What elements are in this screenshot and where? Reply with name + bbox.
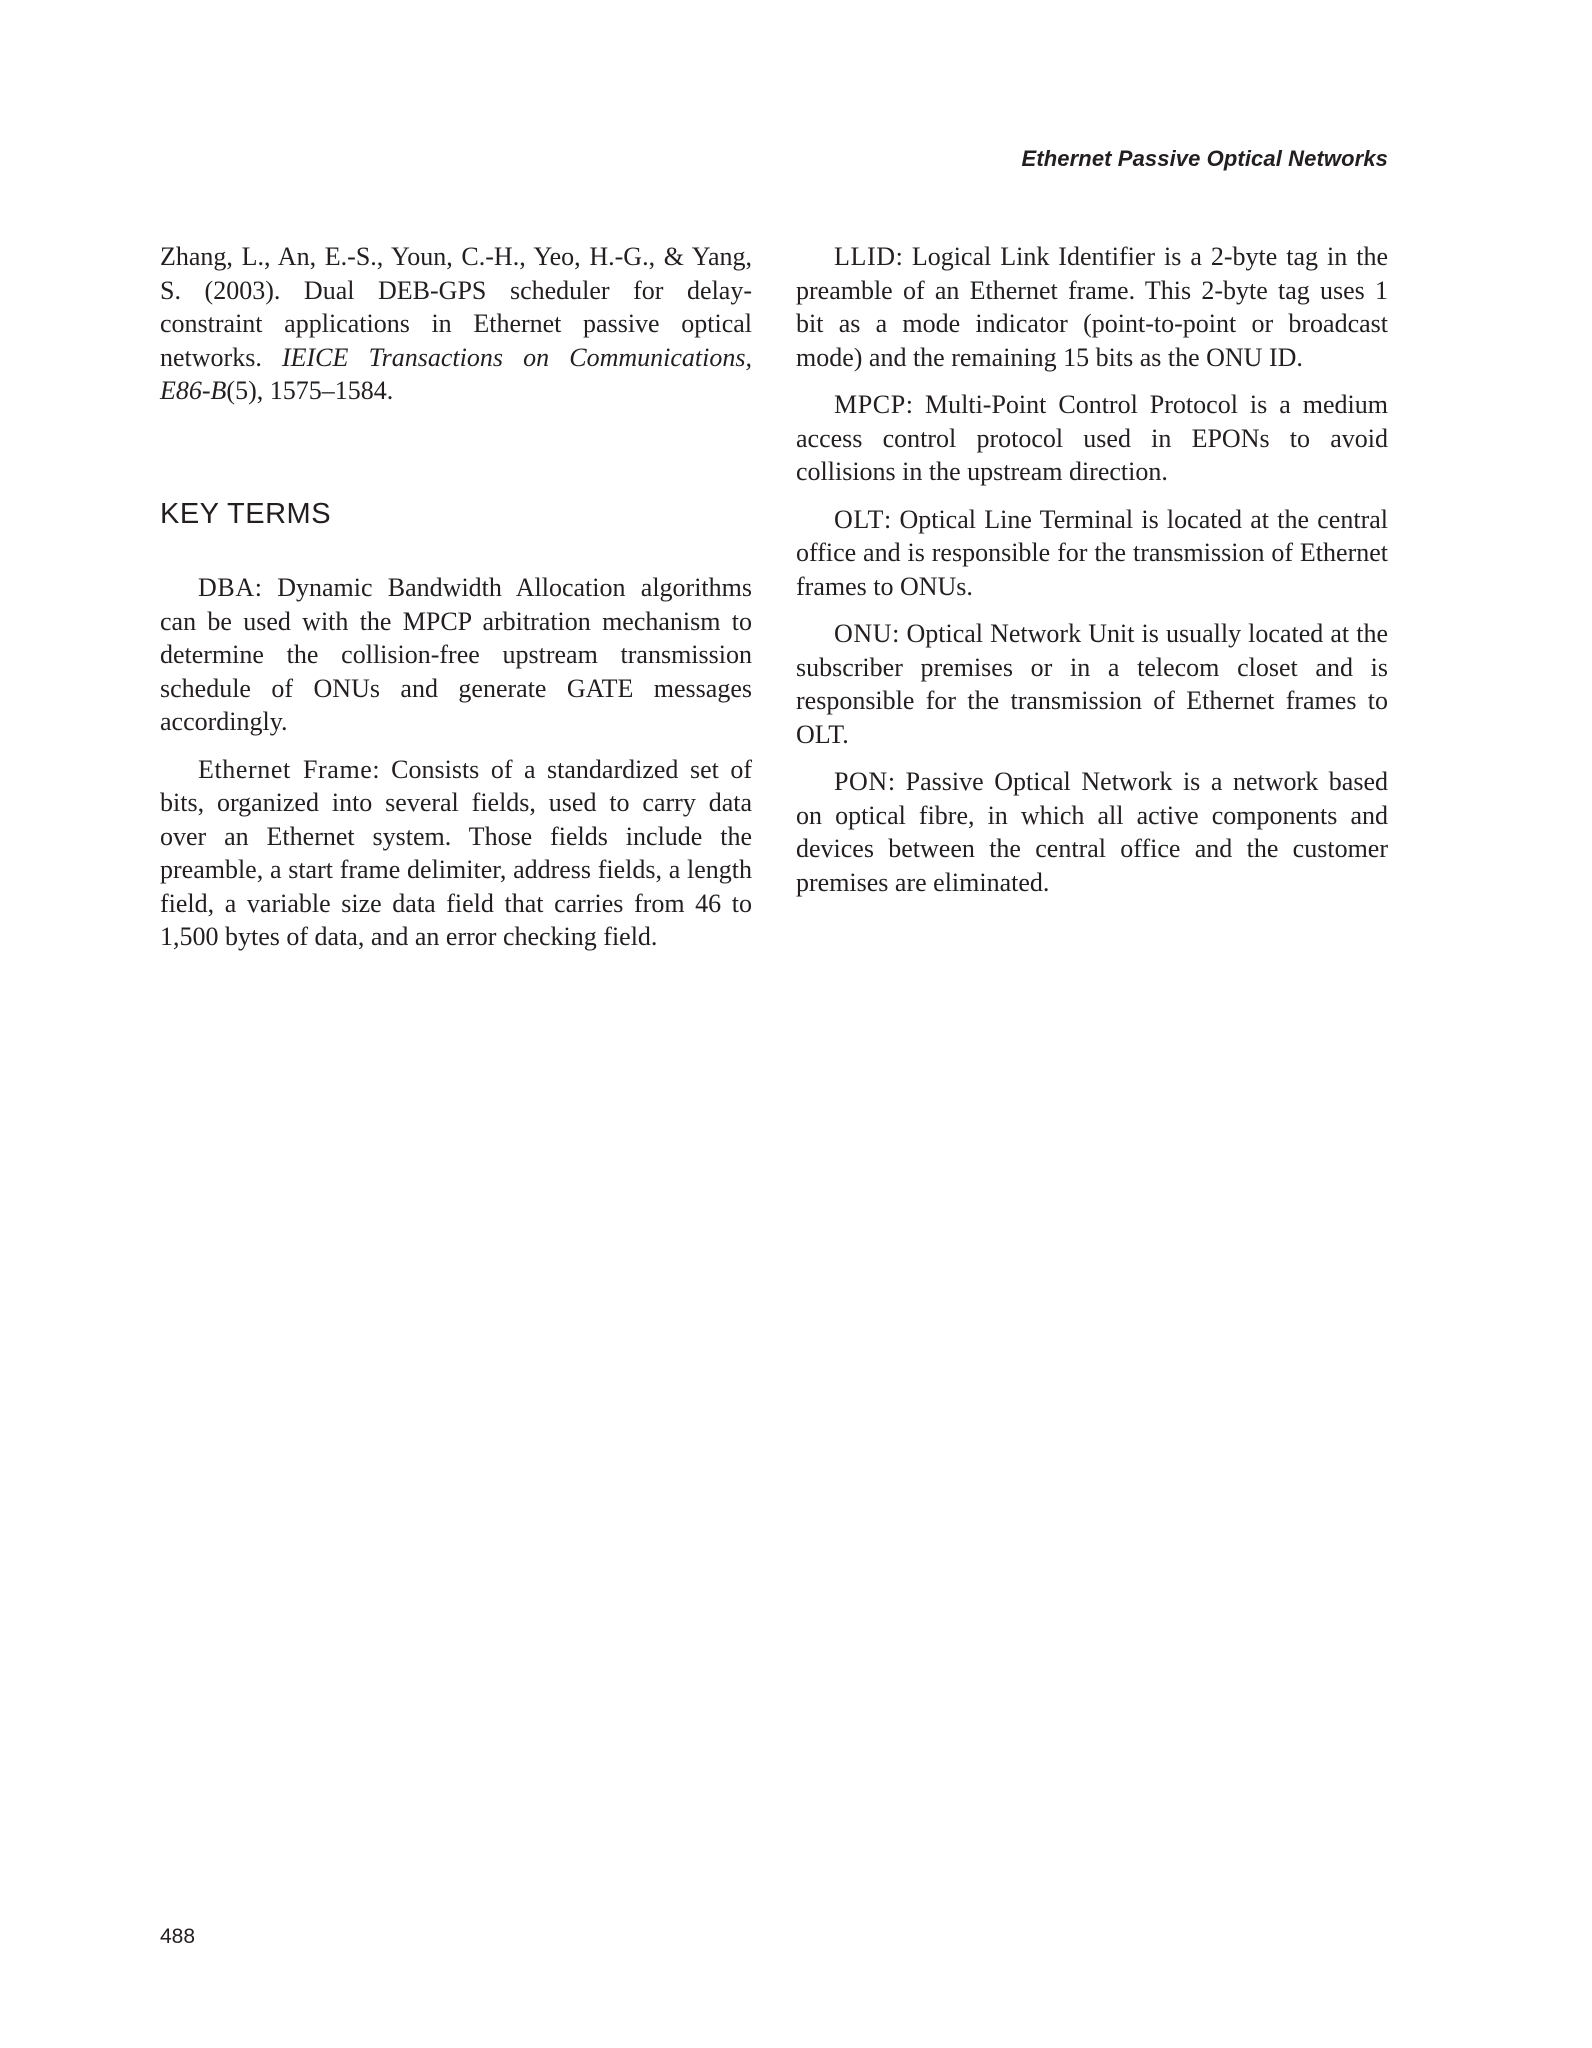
right-column xyxy=(796,240,1388,913)
term-definition: Optical Line Terminal is located at the central office and is responsible for the transmission of Ethernet frames to ONUs. xyxy=(796,504,1388,601)
key-term-mpcp xyxy=(796,388,1388,489)
term-definition: Multi-Point Control Protocol is a medium access control protocol used in EPONs to avoid collisions in the upstream direction. xyxy=(796,390,1389,486)
term-separator: : xyxy=(372,754,392,784)
term-definition: Logical Link Identifier is a 2-byte tag in the preamble of an Ethernet frame. This 2-byte tag uses 1 bit as a mode indicator (point-to-point or broadcast mode) and the remaining 15 bits as the ONU ID. xyxy=(796,242,1388,372)
reference-authors-title: Zhang, L., An, E.-S., Youn, C.-H., Yeo, H.-G., & Yang, S. (2003). Dual DEB-GPS scheduler for delay-constraint applications in Ethernet passive optical networks. xyxy=(160,242,752,372)
term-label: LLID xyxy=(834,242,896,271)
term-label: Ethernet Frame xyxy=(198,754,373,784)
key-term-llid xyxy=(796,240,1388,374)
term-label: MPCP xyxy=(834,390,906,419)
term-separator: : xyxy=(883,504,900,534)
key-term-dba xyxy=(160,571,752,739)
term-definition: Dynamic Bandwidth Allocation algorithms can be used with the MPCP arbitration mechanism to determine the collision-free upstream transmission schedule of ONUs and generate GATE messages accordingly. xyxy=(160,573,752,736)
page-number: 488 xyxy=(160,1925,196,1948)
term-label: OLT xyxy=(834,504,884,534)
term-separator: : xyxy=(905,390,926,419)
running-header: Ethernet Passive Optical Networks xyxy=(1021,146,1388,171)
term-label: DBA xyxy=(198,573,255,602)
key-terms-heading: KEY TERMS xyxy=(160,497,332,530)
term-separator: : xyxy=(895,242,912,271)
left-column xyxy=(160,240,752,968)
key-term-ethernet-frame xyxy=(160,753,752,954)
key-term-onu xyxy=(796,617,1388,751)
term-definition: Passive Optical Network is a network based on optical fibre, in which all active components and devices between the central office and the customer premises are eliminated. xyxy=(796,767,1388,897)
term-label: PON xyxy=(834,767,888,796)
term-label: ONU xyxy=(834,619,893,648)
key-term-pon xyxy=(796,765,1388,899)
term-definition: Optical Network Unit is usually located at the subscriber premises or in a telecom closet and is responsible for the transmission of Ethernet frames to OLT. xyxy=(796,619,1388,749)
reference-issue-pages: (5), 1575–1584. xyxy=(226,376,394,405)
term-separator: : xyxy=(254,573,278,602)
term-definition: Consists of a standardized set of bits, organized into several fields, used to carry data over an Ethernet system. Those fields include the preamble, a start frame delimiter, address fields, a length field, a variable size data field that carries from 46 to 1,500 bytes of data, and an error checking field. xyxy=(160,754,752,951)
reference-entry xyxy=(160,240,752,408)
term-separator: : xyxy=(892,619,907,648)
key-term-olt xyxy=(796,503,1388,604)
term-separator: : xyxy=(887,767,906,796)
reference-journal: IEICE Transactions on Communications, E86-B xyxy=(160,342,752,405)
